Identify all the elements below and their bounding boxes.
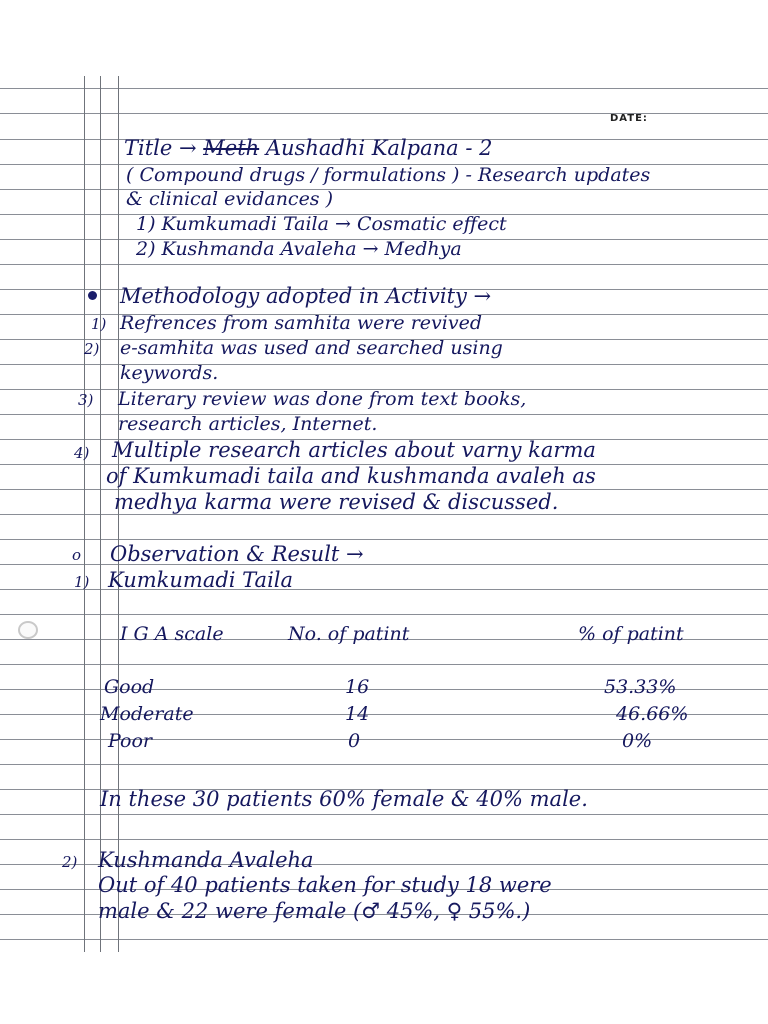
bullet-circle: o: [72, 546, 82, 564]
section-heading: Methodology adopted in Activity →: [120, 284, 492, 308]
binder-hole: [18, 621, 38, 639]
paragraph-line: male & 22 were female (♂ 45%, ♀ 55%.): [98, 899, 531, 923]
subsection-title: Kushmanda Avaleha: [98, 848, 314, 872]
list-item: Refrences from samhita were revived: [120, 312, 482, 334]
title-item: 2) Kushmanda Avaleha → Medhya: [136, 238, 462, 260]
table-header: No. of patint: [288, 623, 410, 645]
title-line: [124, 136, 492, 160]
margin-line: [100, 76, 101, 952]
table-cell: 46.66%: [616, 703, 689, 725]
table-cell: 0%: [622, 730, 653, 752]
list-item: Literary review was done from text books,: [118, 388, 527, 410]
table-cell: 53.33%: [604, 676, 677, 698]
table-cell: 14: [345, 703, 370, 725]
table-cell: Poor: [108, 730, 152, 752]
table-header: % of patint: [578, 623, 684, 645]
table-cell: Good: [104, 676, 155, 698]
bullet-dot: [88, 291, 97, 300]
list-number: 4): [74, 444, 90, 462]
list-number: 1): [74, 573, 90, 591]
list-item: keywords.: [120, 362, 219, 384]
title-main: Aushadhi Kalpana - 2: [265, 136, 493, 160]
table-cell: 0: [348, 730, 361, 752]
summary-line: In these 30 patients 60% female & 40% male.: [100, 787, 588, 811]
paragraph-line: Out of 40 patients taken for study 18 were: [98, 873, 552, 897]
date-label: DATE:: [610, 113, 648, 124]
table-header: I G A scale: [120, 623, 224, 645]
list-item: of Kumkumadi taila and kushmanda avaleh as: [106, 464, 596, 488]
subsection-title: Kumkumadi Taila: [108, 568, 294, 592]
title-struck-word: Meth: [203, 136, 260, 160]
list-item: research articles, Internet.: [118, 413, 378, 435]
margin-line: [84, 76, 85, 952]
list-number: 3): [78, 391, 94, 409]
title-prefix: Title →: [124, 136, 197, 160]
table-cell: 16: [345, 676, 370, 698]
list-item: e-samhita was used and searched using: [120, 337, 503, 359]
title-item: 1) Kumkumadi Taila → Cosmatic effect: [136, 213, 507, 235]
list-item: Multiple research articles about varny karma: [112, 438, 596, 462]
list-item: medhya karma were revised & discussed.: [114, 490, 559, 514]
list-number: 2): [84, 340, 100, 358]
margin-line: [118, 76, 119, 952]
section-heading: Observation & Result →: [110, 542, 364, 566]
list-number: 1): [91, 315, 107, 333]
table-cell: Moderate: [100, 703, 194, 725]
title-subline: & clinical evidances ): [126, 188, 334, 210]
title-subline: ( Compound drugs / formulations ) - Research updates: [126, 164, 651, 186]
list-number: 2): [62, 853, 78, 871]
notebook-page: [0, 76, 768, 952]
